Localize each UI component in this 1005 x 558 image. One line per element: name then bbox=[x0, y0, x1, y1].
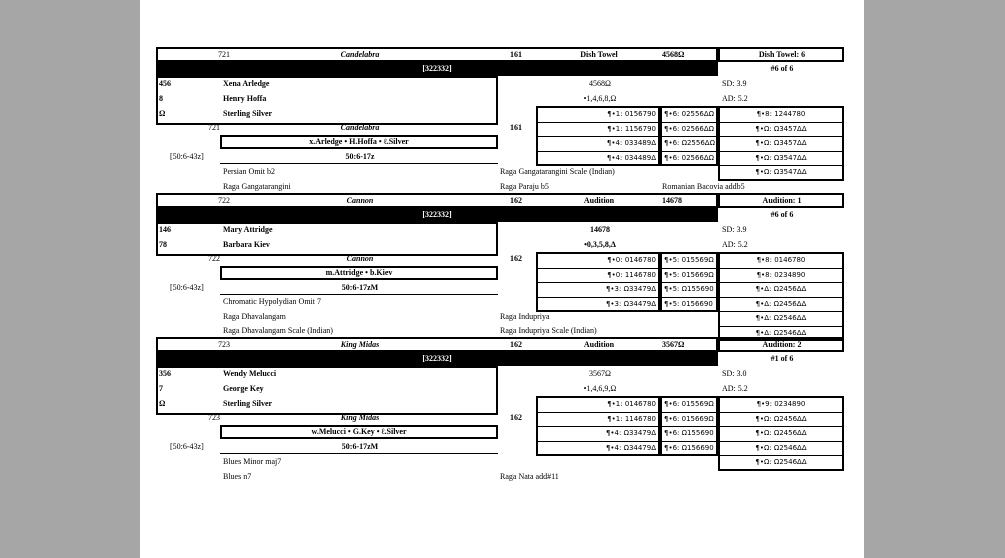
scale-name: Raga Dhavalangam Scale (Indian) bbox=[223, 326, 333, 335]
pitch-cell-b: ¶•6: 015669Ω bbox=[664, 414, 714, 423]
rule-line bbox=[718, 412, 844, 413]
code-bar: [322332] bbox=[156, 352, 718, 366]
mid-value: 4568Ω bbox=[589, 79, 611, 88]
pitch-cell-a: ¶•0: 1146780 bbox=[607, 270, 656, 279]
section-right-head: Audition: 1 bbox=[762, 196, 802, 205]
sub-n: 162 bbox=[510, 413, 522, 422]
pitch-cell-a: ¶•0: 0146780 bbox=[607, 256, 656, 264]
rule-line bbox=[536, 282, 660, 283]
pitch-cell-c: ¶•Δ: Ω2456ΔΔ bbox=[755, 285, 807, 293]
person-name: Mary Attridge bbox=[223, 225, 273, 234]
rule-line bbox=[660, 426, 718, 427]
rule-line bbox=[220, 294, 498, 295]
person-number: 78 bbox=[159, 240, 167, 249]
pitch-cell-b: ¶•5: 015569Ω bbox=[664, 256, 714, 264]
bracket: [50:6-43z] bbox=[170, 442, 204, 451]
sub-title: Candelabra bbox=[340, 123, 380, 132]
pitch-cell-b: ¶•6: 02566ΔΩ bbox=[664, 124, 715, 133]
section-title: Cannon bbox=[346, 196, 374, 205]
person-name: Wendy Melucci bbox=[223, 369, 277, 378]
rule-line bbox=[220, 163, 498, 164]
rule-line bbox=[718, 122, 844, 123]
of-count: #6 of 6 bbox=[770, 64, 794, 73]
person-number: 356 bbox=[159, 369, 171, 378]
formula: 50:6-17zM bbox=[341, 442, 379, 451]
rule-line bbox=[536, 412, 660, 413]
pitch-cell-c: ¶•Ω: Ω2456ΔΔ bbox=[755, 414, 807, 423]
pitch-cell-c: ¶•Ω: Ω3457ΔΔ bbox=[755, 124, 807, 133]
pitch-cell-a: ¶•4: 033489Δ bbox=[606, 139, 656, 147]
of-count: #6 of 6 bbox=[770, 210, 794, 219]
rule-line bbox=[536, 441, 660, 442]
rule-line bbox=[536, 151, 660, 152]
section-n: 162 bbox=[510, 196, 522, 205]
pitch-cell-b: ¶•6: Ω2556ΔΩ bbox=[664, 139, 715, 147]
pitch-cell-a: ¶•1: 0156790 bbox=[607, 110, 656, 118]
person-name: Sterling Silver bbox=[223, 109, 273, 118]
rule-line bbox=[718, 455, 844, 456]
mid-set: •1,4,6,9,Ω bbox=[583, 384, 617, 393]
pitch-cell-b: ¶•5: 0156690 bbox=[664, 299, 713, 308]
person-number: 8 bbox=[159, 94, 163, 103]
pitch-cell-a: ¶•4: Ω33479Δ bbox=[605, 429, 656, 437]
sub-number: 722 bbox=[208, 254, 220, 263]
pitch-cell-a: ¶•4: Ω34479Δ bbox=[605, 443, 656, 452]
scale-name: Raga Paraju b5 bbox=[500, 181, 549, 191]
pitch-cell-b: ¶•6: Ω156690 bbox=[664, 443, 714, 452]
pitch-cell-c: ¶•Ω: Ω3547ΔΔ bbox=[755, 168, 807, 176]
person-name: Henry Hoffa bbox=[223, 94, 267, 103]
rule-line bbox=[536, 268, 660, 269]
rule-line bbox=[536, 426, 660, 427]
rule-line bbox=[660, 441, 718, 442]
pitch-cell-a: ¶•1: 1156790 bbox=[607, 124, 656, 133]
pitch-cell-a: ¶•1: 1146780 bbox=[607, 414, 656, 423]
initials: m.Attridge • b.Kiev bbox=[325, 268, 393, 277]
scale-name: Romanian Bacovia addb5 bbox=[662, 181, 745, 191]
section-ohm: 14678 bbox=[662, 196, 682, 205]
person-number: 146 bbox=[159, 225, 171, 234]
code-bar: [322332] bbox=[156, 62, 718, 76]
scale-name: Raga Dhavalangam bbox=[223, 311, 286, 321]
ad-value: AD: 5.2 bbox=[722, 94, 748, 103]
person-name: Xena Arledge bbox=[223, 79, 270, 88]
rule-line bbox=[660, 297, 718, 298]
section-right-head: Dish Towel: 6 bbox=[758, 50, 806, 59]
rule-line bbox=[536, 297, 660, 298]
section-n: 162 bbox=[510, 340, 522, 349]
section-category: Audition bbox=[583, 340, 615, 349]
scale-name: Persian Omit b2 bbox=[223, 167, 275, 176]
mid-set: •1,4,6,8,Ω bbox=[583, 94, 617, 103]
section-category: Audition bbox=[583, 196, 615, 205]
person-number: Ω bbox=[159, 109, 166, 118]
section-ohm: 4568Ω bbox=[662, 50, 685, 59]
pitch-cell-b: ¶•5: Ω155690 bbox=[664, 285, 714, 293]
sub-title: King Midas bbox=[340, 413, 380, 422]
scale-name: Chromatic Hypolydian Omit 7 bbox=[223, 297, 321, 306]
rule-line bbox=[718, 151, 844, 152]
section-ohm: 3567Ω bbox=[662, 340, 685, 349]
section-number: 722 bbox=[218, 196, 230, 205]
scale-name: Raga Nata add#11 bbox=[500, 471, 559, 481]
sd-value: SD: 3.9 bbox=[722, 225, 747, 234]
section-number: 723 bbox=[218, 340, 230, 349]
rule-line bbox=[660, 282, 718, 283]
rule-line bbox=[536, 122, 660, 123]
sub-number: 721 bbox=[208, 123, 220, 132]
section-right-head: Audition: 2 bbox=[762, 340, 802, 349]
initials: x.Arledge • H.Hoffa • ℓ.Silver bbox=[309, 137, 409, 146]
section-number: 721 bbox=[218, 50, 230, 59]
pitch-cell-c: ¶•Ω: Ω2546ΔΔ bbox=[755, 443, 807, 452]
pitch-cell-c: ¶•8: 0234890 bbox=[756, 270, 806, 279]
sd-value: SD: 3.9 bbox=[722, 79, 747, 88]
pitch-cell-c: ¶•Δ: Ω2546ΔΔ bbox=[755, 328, 807, 337]
sub-title: Cannon bbox=[346, 254, 374, 263]
rule-line bbox=[718, 426, 844, 427]
ad-value: AD: 5.2 bbox=[722, 240, 748, 249]
rule-line bbox=[660, 151, 718, 152]
person-name: George Key bbox=[223, 384, 264, 393]
person-number: 456 bbox=[159, 79, 171, 88]
pitch-cell-b: ¶•5: 015669Ω bbox=[664, 270, 714, 279]
pitch-cell-c: ¶•Ω: Ω2456ΔΔ bbox=[755, 429, 807, 437]
pitch-cell-a: ¶•3: Ω33479Δ bbox=[605, 285, 656, 293]
scale-name: Raga Gangatarangini Scale (Indian) bbox=[500, 167, 615, 176]
rule-line bbox=[536, 136, 660, 137]
person-number: Ω bbox=[159, 399, 166, 408]
rule-line bbox=[718, 136, 844, 137]
section-header bbox=[156, 47, 718, 62]
scale-name: Blues n7 bbox=[223, 471, 252, 481]
rule-line bbox=[660, 268, 718, 269]
initials: w.Melucci • G.Key • ℓ.Silver bbox=[311, 427, 407, 436]
sub-n: 161 bbox=[510, 123, 522, 132]
rule-line bbox=[718, 268, 844, 269]
pitch-cell-c: ¶•Δ: Ω2546ΔΔ bbox=[755, 314, 807, 322]
scale-name: Blues Minor maj7 bbox=[223, 457, 282, 466]
mid-value: 14678 bbox=[590, 225, 610, 234]
ad-value: AD: 5.2 bbox=[722, 384, 748, 393]
pitch-cell-c: ¶•Δ: Ω2456ΔΔ bbox=[755, 299, 807, 308]
pitch-cell-c: ¶•Ω: Ω3457ΔΔ bbox=[755, 139, 807, 147]
person-number: 7 bbox=[159, 384, 163, 393]
rule-line bbox=[660, 122, 718, 123]
bracket: [50:6-43z] bbox=[170, 283, 204, 292]
pitch-cell-b: ¶•6: 02566ΔΩ bbox=[664, 153, 715, 162]
mid-set: •0,3,5,8,Δ bbox=[584, 240, 616, 249]
rule-line bbox=[718, 165, 844, 166]
of-count: #1 of 6 bbox=[770, 354, 794, 363]
document-page bbox=[140, 0, 864, 558]
rule-line bbox=[718, 311, 844, 312]
pitch-cell-c: ¶•9: 0234890 bbox=[756, 400, 806, 408]
pitch-cell-c: ¶•8: 0146780 bbox=[756, 256, 806, 264]
formula: 50:6-17zM bbox=[341, 283, 379, 292]
sub-number: 723 bbox=[208, 413, 220, 422]
pitch-cell-b: ¶•6: 015569Ω bbox=[664, 400, 714, 408]
mid-value: 3567Ω bbox=[589, 369, 611, 378]
person-name: Sterling Silver bbox=[223, 399, 273, 408]
section-n: 161 bbox=[510, 50, 522, 59]
pitch-cell-a: ¶•4: 034489Δ bbox=[606, 153, 656, 162]
section-header bbox=[156, 337, 718, 352]
pitch-cell-a: ¶•1: 0146780 bbox=[607, 400, 656, 408]
rule-line bbox=[718, 326, 844, 327]
pitch-cell-c: ¶•8: 1244780 bbox=[756, 110, 806, 118]
sub-n: 162 bbox=[510, 254, 522, 263]
pitch-cell-a: ¶•3: Ω34479Δ bbox=[605, 299, 656, 308]
rule-line bbox=[220, 453, 498, 454]
scale-name: Raga Indupriya Scale (Indian) bbox=[500, 326, 597, 335]
rule-line bbox=[718, 441, 844, 442]
section-title: King Midas bbox=[340, 340, 380, 349]
rule-line bbox=[718, 297, 844, 298]
rule-line bbox=[718, 282, 844, 283]
person-name: Barbara Kiev bbox=[223, 240, 270, 249]
rule-line bbox=[660, 412, 718, 413]
bracket: [50:6-43z] bbox=[170, 152, 204, 161]
section-header bbox=[156, 193, 718, 208]
pitch-cell-b: ¶•6: 02556ΔΩ bbox=[664, 110, 715, 118]
pitch-cell-b: ¶•6: Ω155690 bbox=[664, 429, 714, 437]
section-category: Dish Towel bbox=[580, 50, 618, 59]
pitch-cell-c: ¶•Ω: Ω3547ΔΔ bbox=[755, 153, 807, 162]
formula: 50:6-17z bbox=[345, 152, 375, 161]
section-title: Candelabra bbox=[340, 50, 380, 59]
code-bar: [322332] bbox=[156, 208, 718, 222]
pitch-cell-c: ¶•Ω: Ω2546ΔΔ bbox=[755, 458, 807, 466]
scale-name: Raga Gangatarangini bbox=[223, 181, 291, 191]
sd-value: SD: 3.0 bbox=[722, 369, 747, 378]
rule-line bbox=[660, 136, 718, 137]
scale-name: Raga Indupriya bbox=[500, 311, 550, 321]
